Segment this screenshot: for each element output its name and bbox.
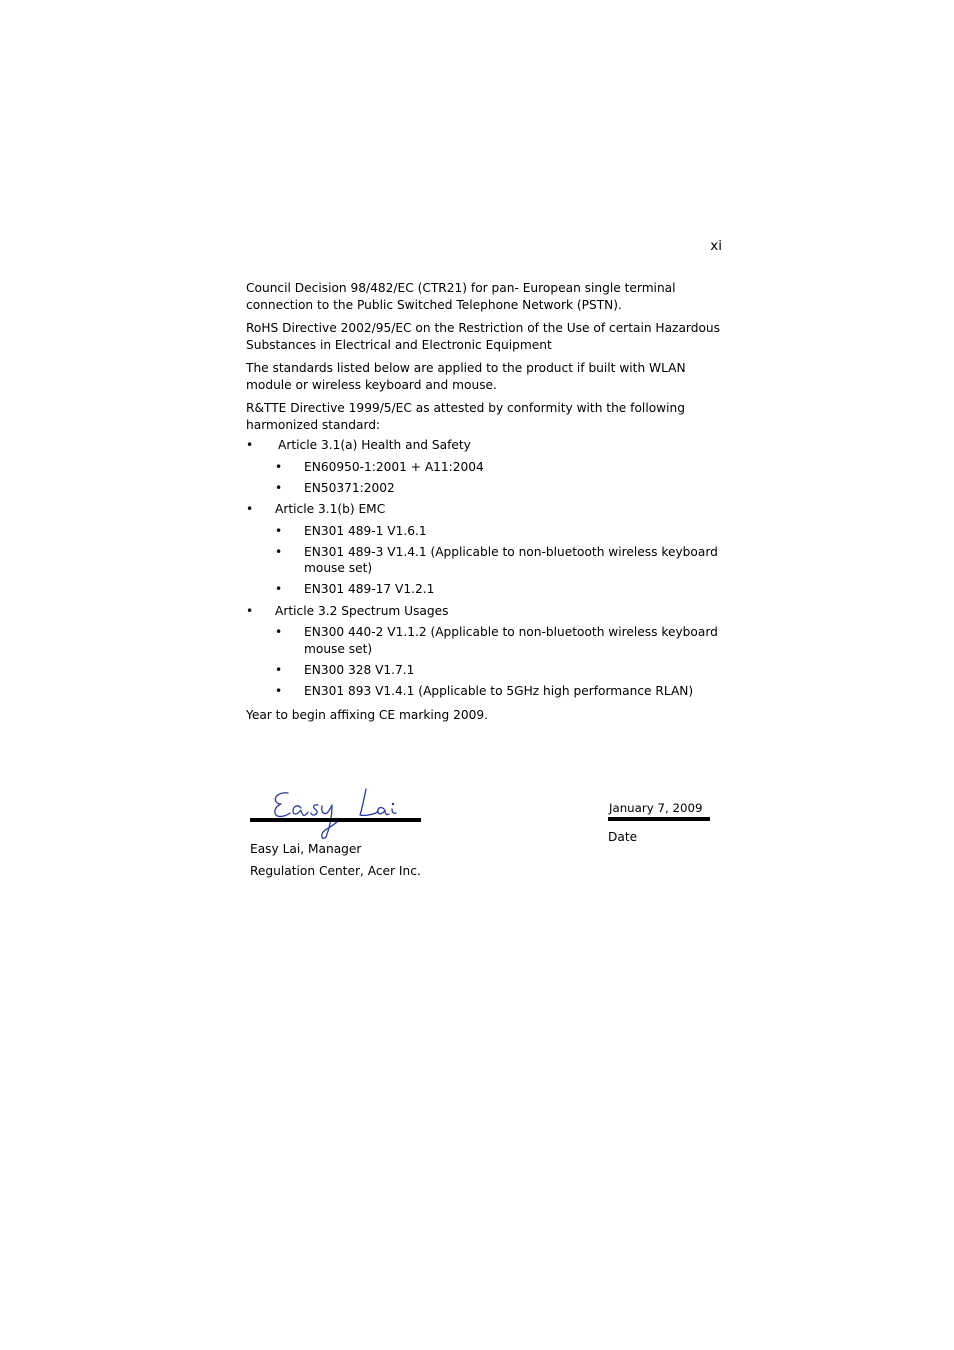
- list-item: [275, 624, 726, 657]
- standard-label: EN301 489-1 V1.6.1: [304, 523, 427, 538]
- standard-label: EN60950-1:2001 + A11:2004: [304, 459, 484, 474]
- standard-list: [275, 459, 726, 497]
- standard-label: EN301 489-17 V1.2.1: [304, 582, 435, 596]
- list-item: [275, 480, 726, 497]
- date-value: January 7, 2009: [609, 801, 703, 815]
- standard-label: EN301 893 V1.4.1 (Applicable to 5GHz high performance RLAN): [304, 683, 694, 698]
- bullet-icon: •: [246, 603, 254, 618]
- page-number: xi: [710, 238, 722, 254]
- signature-block: [250, 785, 430, 878]
- article-label: Article 3.1(a) Health and Safety: [278, 438, 471, 452]
- list-item: [275, 523, 726, 540]
- bullet-icon: •: [275, 459, 283, 474]
- standards-paragraph: The standards listed below are applied to the product if built with WLAN module or wireless keyboard and mouse.: [246, 361, 686, 392]
- rohs-directive-paragraph: RoHS Directive 2002/95/EC on the Restriction of the Use of certain Hazardous Substances in Electrical and Electronic Equipment: [246, 321, 720, 352]
- bullet-icon: •: [246, 438, 254, 452]
- standard-list: [275, 523, 726, 598]
- list-item: [275, 459, 726, 476]
- date-line: [608, 817, 710, 821]
- council-decision-paragraph: Council Decision 98/482/EC (CTR21) for pan- European single terminal connection to the Public Switched Telephone Network (PSTN).: [246, 281, 676, 312]
- article-label: Article 3.1(b) EMC: [275, 502, 386, 516]
- signer-organization: Regulation Center, Acer Inc.: [250, 864, 421, 878]
- list-item: [275, 683, 726, 700]
- bullet-icon: •: [246, 502, 254, 516]
- standard-label: EN300 328 V1.7.1: [304, 662, 415, 677]
- bullet-icon: •: [275, 480, 283, 495]
- list-item: [275, 581, 726, 598]
- standard-label: EN300 440-2 V1.1.2 (Applicable to non-bluetooth wireless keyboard mouse set): [304, 625, 718, 656]
- list-item: [246, 603, 726, 700]
- bullet-icon: •: [275, 683, 283, 698]
- standard-label: EN50371:2002: [304, 480, 395, 495]
- article-list: [246, 437, 726, 699]
- list-item: [275, 662, 726, 679]
- signer-name: Easy Lai, Manager: [250, 842, 362, 856]
- bullet-icon: •: [275, 523, 283, 538]
- list-item: [275, 544, 726, 577]
- list-item: [246, 437, 726, 496]
- date-block: [608, 801, 710, 844]
- standard-list: [275, 624, 726, 699]
- bullet-icon: •: [275, 625, 283, 639]
- signature-line: [250, 818, 421, 822]
- bullet-icon: •: [275, 582, 283, 596]
- handwritten-signature: [250, 785, 410, 841]
- ce-marking-year-paragraph: Year to begin affixing CE marking 2009.: [246, 708, 489, 722]
- article-label: Article 3.2 Spectrum Usages: [275, 603, 449, 618]
- rtte-directive-paragraph: R&TTE Directive 1999/5/EC as attested by conformity with the following harmonized standard:: [246, 401, 685, 432]
- document-body: [246, 280, 726, 731]
- bullet-icon: •: [275, 544, 283, 559]
- standard-label: EN301 489-3 V1.4.1 (Applicable to non-bluetooth wireless keyboard mouse set): [304, 544, 718, 575]
- bullet-icon: •: [275, 662, 283, 677]
- list-item: [246, 501, 726, 598]
- date-label: Date: [608, 830, 638, 844]
